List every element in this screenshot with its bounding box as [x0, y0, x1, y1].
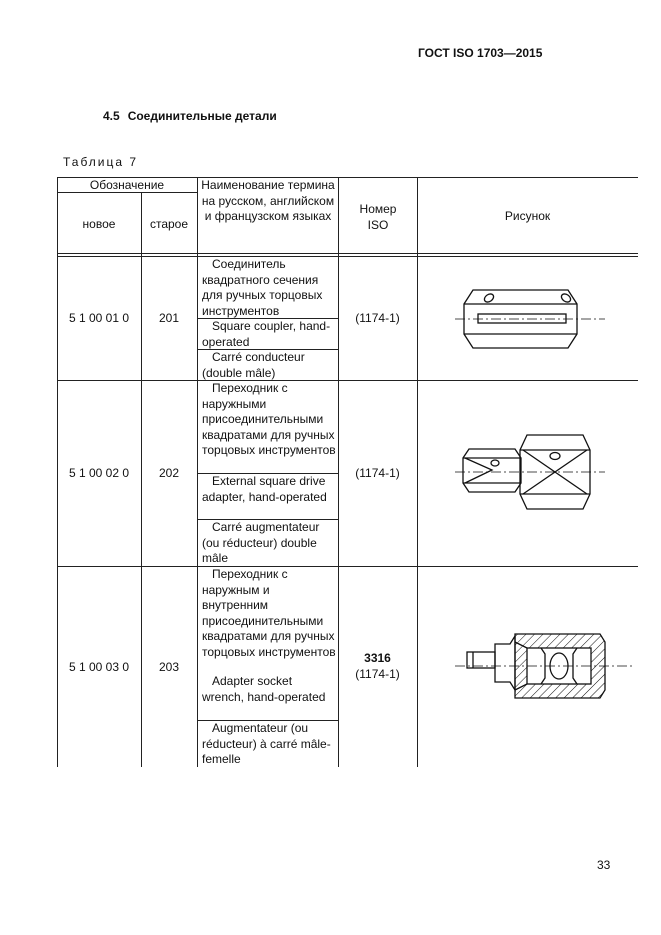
row2-new: 5 1 00 02 0 — [68, 466, 130, 480]
row3-term-ru: Переходник с наружным и внутренним присоединительными квадратами для ручных торцовых инструментов — [202, 567, 336, 659]
section-number: 4.5 — [103, 109, 120, 123]
row3-iso-number: 3316 — [364, 651, 391, 665]
page-number: 33 — [597, 858, 611, 872]
row2-term-en: External square drive adapter, hand-operated — [202, 474, 327, 504]
row1-term-ru: Соединитель квадратного сечения для ручных торцовых инструментов — [202, 257, 323, 318]
section-title: Соединительные детали — [127, 109, 277, 123]
row1-term-en: Square coupler, hand-operated — [202, 319, 331, 349]
row1-iso-ref: (1174-1) — [355, 311, 400, 325]
standard-header: ГОСТ ISO 1703—2015 — [418, 46, 543, 60]
row1-term-fr: Carré conducteur (double mâle) — [202, 350, 305, 380]
row2-iso-ref: (1174-1) — [355, 466, 400, 480]
row2-term-ru: Переходник с наружными присоединительными квадратами для ручных торцовых инструментов — [202, 381, 336, 457]
iso-header: Номер ISO — [359, 202, 397, 232]
row1-new: 5 1 00 01 0 — [68, 311, 130, 325]
figure-header: Рисунок — [504, 209, 551, 223]
term-header: Наименование термина на русском, английском и французском языках — [201, 178, 335, 223]
old-header: старое — [149, 217, 189, 231]
external-adapter-drawing — [455, 432, 605, 522]
table-caption: Таблица 7 — [63, 155, 139, 169]
row1-old: 201 — [158, 311, 180, 325]
designation-header: Обозначение — [89, 178, 165, 192]
row2-term-fr: Carré augmentateur (ou réducteur) double mâle — [202, 520, 320, 565]
row3-new: 5 1 00 03 0 — [68, 660, 130, 674]
row3-term-fr: Augmentateur (ou réducteur) à carré mâle-femelle — [202, 721, 331, 766]
new-header: новое — [82, 217, 116, 231]
row3-iso-ref: (1174-1) — [355, 667, 400, 681]
socket-adapter-drawing — [455, 620, 635, 720]
row3-old: 203 — [158, 660, 180, 674]
square-coupler-drawing — [455, 280, 605, 361]
row2-old: 202 — [158, 466, 180, 480]
row3-term-en: Adapter socket wrench, hand-operated — [202, 674, 326, 704]
